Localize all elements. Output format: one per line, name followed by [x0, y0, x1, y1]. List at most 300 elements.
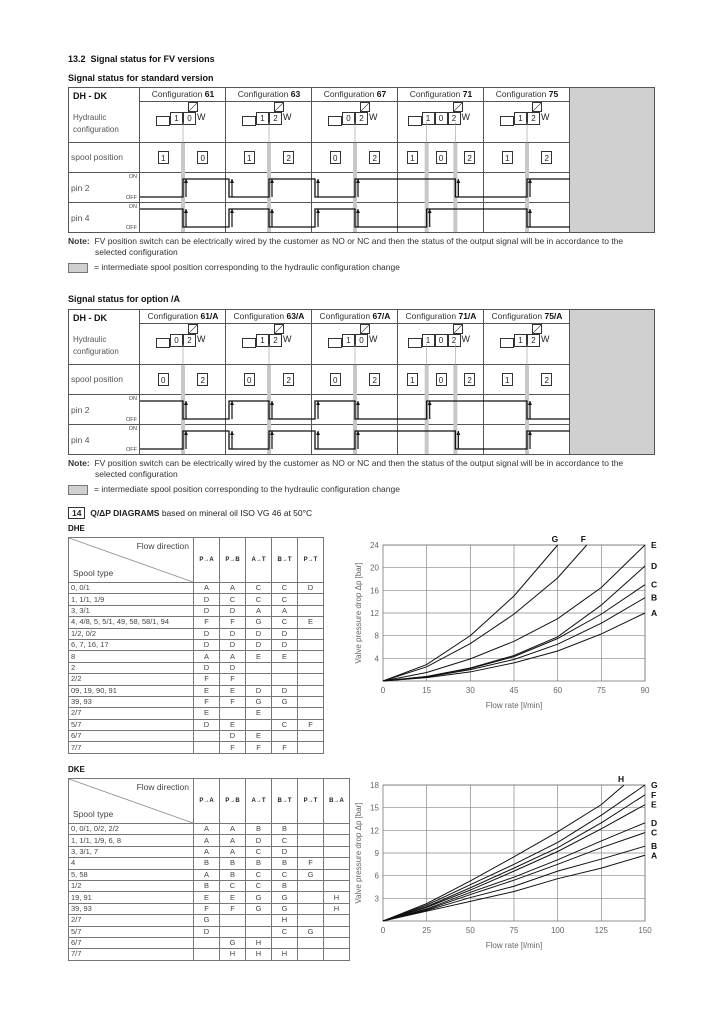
- config-code: 67/A: [372, 311, 391, 321]
- table-row: [69, 708, 324, 719]
- signal-waveforms: [68, 87, 655, 233]
- legend-text: = intermediate spool position corresponding to the hydraulic configuration change: [94, 262, 400, 272]
- option-a-legend: [68, 484, 400, 495]
- table-row: [69, 639, 324, 650]
- curve-cell: H: [272, 949, 298, 960]
- model-label: DH - DK: [73, 313, 107, 323]
- table-row: [69, 731, 324, 742]
- dke-title: DKE: [68, 765, 85, 774]
- column-header: A→T: [246, 538, 272, 583]
- spool-type-cell: 1, 1/1, 1/9, 6, 8: [69, 835, 194, 846]
- curve-cell: [298, 639, 324, 650]
- config-code: 71/A: [458, 311, 477, 321]
- curve-cell: B: [246, 824, 272, 835]
- spool-type-cell: 1/2, 0/2: [69, 628, 194, 639]
- table-row: [69, 858, 350, 869]
- diagrams-subtitle: based on mineral oil ISO VG 46 at 50°C: [161, 508, 313, 518]
- curve-cell: E: [272, 651, 298, 662]
- curve-cell: E: [246, 708, 272, 719]
- curve-cell: D: [246, 628, 272, 639]
- spool-type-cell: 2/7: [69, 708, 194, 719]
- config-prefix: Configuration: [491, 311, 545, 321]
- config-prefix: Configuration: [409, 89, 463, 99]
- curve-cell: G: [272, 892, 298, 903]
- curve-cell: [298, 685, 324, 696]
- curve-cell: [298, 846, 324, 857]
- curve-cell: [298, 708, 324, 719]
- x-axis-label: Flow rate [l/min]: [485, 701, 543, 710]
- curve-cell: A: [220, 824, 246, 835]
- curve-cell: A: [220, 846, 246, 857]
- pin2-signal-line: [140, 401, 570, 419]
- x-tick-label: 50: [465, 926, 475, 935]
- spool-type-label: Spool type: [73, 809, 114, 819]
- spool-type-cell: 2/2: [69, 674, 194, 685]
- curve-cell: C: [272, 835, 298, 846]
- spring-icon: W: [283, 112, 292, 122]
- config-code: 63: [290, 89, 301, 99]
- x-tick-label: 60: [553, 686, 563, 695]
- spool-type-cell: 8: [69, 651, 194, 662]
- spring-icon: W: [369, 334, 378, 344]
- section-heading: [68, 54, 215, 64]
- y-tick-label: 18: [370, 781, 379, 790]
- spool-position-box: 2: [283, 151, 294, 164]
- curve-cell: A: [272, 605, 298, 616]
- curve-cell: [298, 674, 324, 685]
- x-tick-label: 100: [550, 926, 565, 935]
- hydraulic-position-box: 0: [435, 334, 448, 347]
- on-label: ON: [128, 396, 137, 402]
- column-header: P→A: [194, 538, 220, 583]
- curve-cell: [246, 719, 272, 730]
- pin-label: pin 2: [71, 405, 90, 415]
- spool-position-box: 0: [330, 373, 341, 386]
- y-tick-label: 20: [370, 563, 379, 573]
- config-prefix: Configuration: [147, 311, 201, 321]
- curve-cell: E: [220, 685, 246, 696]
- curve-cell: [298, 915, 324, 926]
- option-a-title: Signal status for option /A: [68, 294, 180, 304]
- table-row: [69, 892, 350, 903]
- grey-swatch: [68, 263, 88, 273]
- series-label-C: C: [651, 579, 658, 590]
- curve-cell: B: [246, 858, 272, 869]
- diagrams-heading: [68, 507, 312, 519]
- series-label-A: A: [651, 608, 658, 618]
- spool-type-cell: 6/7: [69, 937, 194, 948]
- hydraulic-position-box: 0: [183, 112, 196, 125]
- curve-cell: D: [272, 685, 298, 696]
- curve-cell: [194, 949, 220, 960]
- pin-label: pin 4: [71, 213, 90, 223]
- curve-cell: E: [298, 617, 324, 628]
- spool-type-cell: 0, 0/1: [69, 583, 194, 594]
- spring-icon: W: [197, 112, 206, 122]
- hydraulic-position-box: 2: [527, 334, 540, 347]
- curve-cell: C: [246, 846, 272, 857]
- dhe-title: DHE: [68, 524, 85, 533]
- column-header: P→B: [220, 538, 246, 583]
- spool-type-cell: 5, 58: [69, 869, 194, 880]
- spool-position-box: 1: [407, 373, 418, 386]
- curve-cell: F: [220, 903, 246, 914]
- note-label: Note:: [68, 458, 90, 468]
- spool-position-box: 0: [330, 151, 341, 164]
- off-label: OFF: [126, 225, 137, 231]
- table-row: [69, 651, 324, 662]
- curve-cell: E: [220, 892, 246, 903]
- curve-cell: [298, 937, 324, 948]
- spool-type-cell: 19, 91: [69, 892, 194, 903]
- y-tick-label: 9: [374, 849, 379, 858]
- standard-note: [68, 236, 668, 258]
- hydraulic-position-box: 2: [269, 334, 282, 347]
- spool-type-cell: 2: [69, 662, 194, 673]
- curve-cell: [220, 915, 246, 926]
- curve-cell: [220, 708, 246, 719]
- curve-cell: B: [194, 880, 220, 891]
- off-label: OFF: [126, 447, 137, 453]
- curve-cell: [246, 674, 272, 685]
- spool-type-cell: 6, 7, 16, 17: [69, 639, 194, 650]
- curve-cell: [194, 937, 220, 948]
- curve-cell: D: [298, 583, 324, 594]
- curve-cell: [194, 731, 220, 742]
- curve-cell: [298, 892, 324, 903]
- curve-cell: G: [246, 617, 272, 628]
- spool-position-box: 0: [244, 373, 255, 386]
- x-tick-label: 150: [638, 926, 652, 935]
- spool-type-cell: 5/7: [69, 926, 194, 937]
- x-tick-label: 25: [422, 926, 432, 935]
- spring-icon: W: [461, 334, 470, 344]
- spool-position-label: spool position: [71, 152, 123, 162]
- series-label-F: F: [651, 789, 657, 800]
- spool-position-box: 2: [464, 151, 475, 164]
- spool-position-box: 2: [464, 373, 475, 386]
- curve-cell: D: [220, 605, 246, 616]
- spool-type-cell: 1/2: [69, 880, 194, 891]
- curve-cell: F: [272, 742, 298, 753]
- spring-icon: W: [197, 334, 206, 344]
- spool-type-cell: 4, 4/8, 5, 5/1, 49, 58, 58/1, 94: [69, 617, 194, 628]
- spool-type-cell: 1, 1/1, 1/9: [69, 594, 194, 605]
- spool-position-box: 0: [436, 151, 447, 164]
- curve-cell: [246, 915, 272, 926]
- curve-cell: G: [298, 869, 324, 880]
- spring-icon: W: [369, 112, 378, 122]
- spool-type-cell: 5/7: [69, 719, 194, 730]
- config-code: 71: [462, 89, 473, 99]
- curve-cell: E: [194, 685, 220, 696]
- curve-cell: [298, 696, 324, 707]
- spool-position-label: spool position: [71, 374, 123, 384]
- standard-title: Signal status for standard version: [68, 73, 214, 83]
- series-label-D: D: [651, 817, 658, 828]
- hydraulic-position-box: 1: [256, 334, 269, 347]
- spool-type-label: Spool type: [73, 568, 114, 578]
- curve-cell: D: [194, 926, 220, 937]
- grey-swatch: [68, 485, 88, 495]
- table-row: [69, 696, 324, 707]
- curve-cell: G: [246, 903, 272, 914]
- flow-direction-header: [69, 538, 194, 583]
- column-header: P→T: [298, 779, 324, 824]
- x-tick-label: 75: [596, 686, 606, 695]
- curve-cell: [194, 742, 220, 753]
- table-row: [69, 719, 324, 730]
- y-tick-label: 12: [370, 609, 379, 618]
- curve-cell: A: [220, 583, 246, 594]
- curve-cell: A: [246, 605, 272, 616]
- y-axis-label: Valve pressure drop Δp [bar]: [354, 562, 363, 664]
- spool-type-cell: 09, 19, 90, 91: [69, 685, 194, 696]
- hydraulic-position-box: 2: [448, 112, 461, 125]
- curve-cell: F: [194, 674, 220, 685]
- table-row: [69, 880, 350, 891]
- curve-cell: D: [272, 639, 298, 650]
- spool-position-box: 1: [502, 151, 513, 164]
- spool-position-box: 2: [369, 151, 380, 164]
- curve-cell: F: [194, 903, 220, 914]
- dke-table: [68, 778, 350, 961]
- hydraulic-position-box: 0: [342, 112, 355, 125]
- standard-legend: [68, 262, 400, 273]
- on-label: ON: [128, 174, 137, 180]
- off-label: OFF: [126, 417, 137, 423]
- x-tick-label: 0: [380, 926, 386, 935]
- hydraulic-position-box: 1: [422, 112, 435, 125]
- spool-position-box: 1: [502, 373, 513, 386]
- curve-cell: [298, 824, 324, 835]
- hydraulic-position-box: 2: [269, 112, 282, 125]
- curve-cell: D: [272, 628, 298, 639]
- y-tick-label: 16: [370, 586, 379, 596]
- table-row: [69, 617, 324, 628]
- spring-icon: W: [541, 334, 550, 344]
- y-tick-label: 4: [374, 654, 379, 664]
- curve-cell: D: [272, 846, 298, 857]
- hydraulic-config-label: configuration: [73, 125, 119, 134]
- table-row: [69, 594, 324, 605]
- table-row: [69, 835, 350, 846]
- table-row: [69, 742, 324, 753]
- curve-cell: D: [194, 594, 220, 605]
- curve-cell: [298, 628, 324, 639]
- column-header: B→T: [272, 538, 298, 583]
- hydraulic-config-label: Hydraulic: [73, 335, 107, 344]
- note-text: FV position switch can be electrically wired by the customer as NO or NC and then the status of the output signal will be in accordance to the: [94, 458, 624, 468]
- series-label-A: A: [651, 850, 658, 861]
- config-code: 63/A: [286, 311, 305, 321]
- curve-cell: C: [246, 594, 272, 605]
- config-prefix: Configuration: [323, 89, 377, 99]
- hydraulic-position-box: 1: [514, 334, 527, 347]
- curve-cell: E: [194, 892, 220, 903]
- series-label-B: B: [651, 841, 658, 852]
- y-tick-label: 15: [370, 803, 379, 813]
- curve-cell: [298, 880, 324, 891]
- spool-type-cell: 39, 93: [69, 696, 194, 707]
- curve-cell: G: [298, 926, 324, 937]
- hydraulic-position-box: 1: [514, 112, 527, 125]
- series-label-E: E: [651, 799, 657, 810]
- curve-cell: [220, 926, 246, 937]
- signal-table-option-a: [68, 309, 655, 455]
- table-row: [69, 915, 350, 926]
- curve-cell: D: [194, 628, 220, 639]
- curve-cell: D: [220, 662, 246, 673]
- x-tick-label: 15: [422, 686, 432, 695]
- hydraulic-position-box: 0: [435, 112, 448, 125]
- curve-cell: H: [324, 903, 350, 914]
- table-row: [69, 674, 324, 685]
- curve-cell: [298, 651, 324, 662]
- column-header: P→T: [298, 538, 324, 583]
- curve-cell: [298, 903, 324, 914]
- table-row: [69, 869, 350, 880]
- curve-cell: [298, 731, 324, 742]
- curve-cell: B: [220, 869, 246, 880]
- curve-cell: A: [194, 583, 220, 594]
- pin-label: pin 2: [71, 183, 90, 193]
- x-tick-label: 0: [380, 686, 386, 695]
- curve-cell: A: [194, 651, 220, 662]
- table-row: [69, 926, 350, 937]
- curve-cell: H: [272, 915, 298, 926]
- curve-cell: D: [220, 731, 246, 742]
- y-axis-label: Valve pressure drop Δp [bar]: [354, 802, 363, 904]
- curve-cell: [298, 742, 324, 753]
- spool-type-cell: 3, 3/1: [69, 605, 194, 616]
- curve-cell: G: [272, 903, 298, 914]
- arrow-head-icon: [316, 179, 320, 183]
- config-prefix: Configuration: [495, 89, 549, 99]
- curve-cell: D: [220, 628, 246, 639]
- curve-cell: E: [220, 719, 246, 730]
- curve-cell: G: [246, 696, 272, 707]
- spool-position-box: 2: [541, 373, 552, 386]
- curve-cell: A: [194, 869, 220, 880]
- series-label-H: H: [618, 774, 625, 784]
- spool-type-cell: 4: [69, 858, 194, 869]
- x-tick-label: 75: [509, 926, 519, 935]
- curve-cell: D: [246, 639, 272, 650]
- curve-cell: B: [272, 880, 298, 891]
- config-prefix: Configuration: [405, 311, 459, 321]
- pin2-signal-line: [140, 179, 570, 197]
- curve-cell: F: [220, 674, 246, 685]
- hydraulic-position-box: 1: [256, 112, 269, 125]
- curve-cell: [246, 926, 272, 937]
- spring-icon: W: [461, 112, 470, 122]
- curve-cell: B: [272, 824, 298, 835]
- config-code: 67: [376, 89, 387, 99]
- hydraulic-position-box: 0: [170, 334, 183, 347]
- pin4-signal-line: [140, 209, 570, 227]
- x-tick-label: 45: [509, 686, 519, 695]
- curve-cell: G: [272, 696, 298, 707]
- y-tick-label: 8: [374, 631, 379, 641]
- curve-cell: [272, 937, 298, 948]
- series-label-G: G: [551, 534, 559, 544]
- config-prefix: Configuration: [237, 89, 291, 99]
- pin-label: pin 4: [71, 435, 90, 445]
- spool-position-box: 2: [197, 373, 208, 386]
- header-row: [69, 538, 324, 583]
- table-row: [69, 628, 324, 639]
- table-row: [69, 903, 350, 914]
- column-header: B→T: [272, 779, 298, 824]
- curve-cell: H: [324, 892, 350, 903]
- curve-cell: C: [220, 594, 246, 605]
- config-prefix: Configuration: [151, 89, 205, 99]
- curve-cell: C: [246, 869, 272, 880]
- table-row: [69, 824, 350, 835]
- spool-type-cell: 6/7: [69, 731, 194, 742]
- table-row: [69, 662, 324, 673]
- spool-position-box: 0: [436, 373, 447, 386]
- hydraulic-position-box: 2: [527, 112, 540, 125]
- signal-table-standard: [68, 87, 655, 233]
- curve-cell: F: [298, 719, 324, 730]
- dke-chart: [345, 773, 675, 953]
- diagrams-number: 14: [68, 507, 85, 519]
- hydraulic-position-box: 0: [355, 334, 368, 347]
- hydraulic-position-box: 2: [448, 334, 461, 347]
- on-label: ON: [128, 204, 137, 210]
- curve-cell: D: [220, 639, 246, 650]
- curve-cell: [272, 731, 298, 742]
- curve-cell: [298, 949, 324, 960]
- curve-cell: A: [194, 835, 220, 846]
- series-label-G: G: [651, 780, 658, 790]
- header-row: [69, 779, 350, 824]
- table-row: [69, 583, 324, 594]
- config-prefix: Configuration: [233, 311, 287, 321]
- hydraulic-position-box: 2: [183, 334, 196, 347]
- curve-cell: F: [220, 696, 246, 707]
- curve-cell: H: [220, 949, 246, 960]
- table-row: [69, 605, 324, 616]
- config-prefix: Configuration: [319, 311, 373, 321]
- curve-cell: [272, 662, 298, 673]
- curve-cell: A: [194, 846, 220, 857]
- curve-cell: D: [194, 719, 220, 730]
- curve-cell: C: [272, 583, 298, 594]
- spool-type-cell: 39, 93: [69, 903, 194, 914]
- spring-icon: W: [283, 334, 292, 344]
- curve-cell: [298, 605, 324, 616]
- curve-cell: G: [246, 892, 272, 903]
- option-a-note: [68, 458, 668, 480]
- curve-cell: D: [246, 685, 272, 696]
- column-header: B→A: [324, 779, 350, 824]
- curve-cell: F: [194, 696, 220, 707]
- arrow-head-icon: [230, 431, 234, 435]
- hydraulic-position-box: 1: [342, 334, 355, 347]
- hydraulic-position-box: 1: [422, 334, 435, 347]
- y-tick-label: 24: [370, 541, 379, 550]
- series-label-D: D: [651, 560, 658, 571]
- spring-icon: W: [541, 112, 550, 122]
- spool-type-cell: 3, 3/1, 7: [69, 846, 194, 857]
- note-text-cont: selected configuration: [95, 469, 178, 479]
- y-tick-label: 3: [374, 894, 379, 904]
- curve-cell: D: [194, 662, 220, 673]
- curve-cell: F: [246, 742, 272, 753]
